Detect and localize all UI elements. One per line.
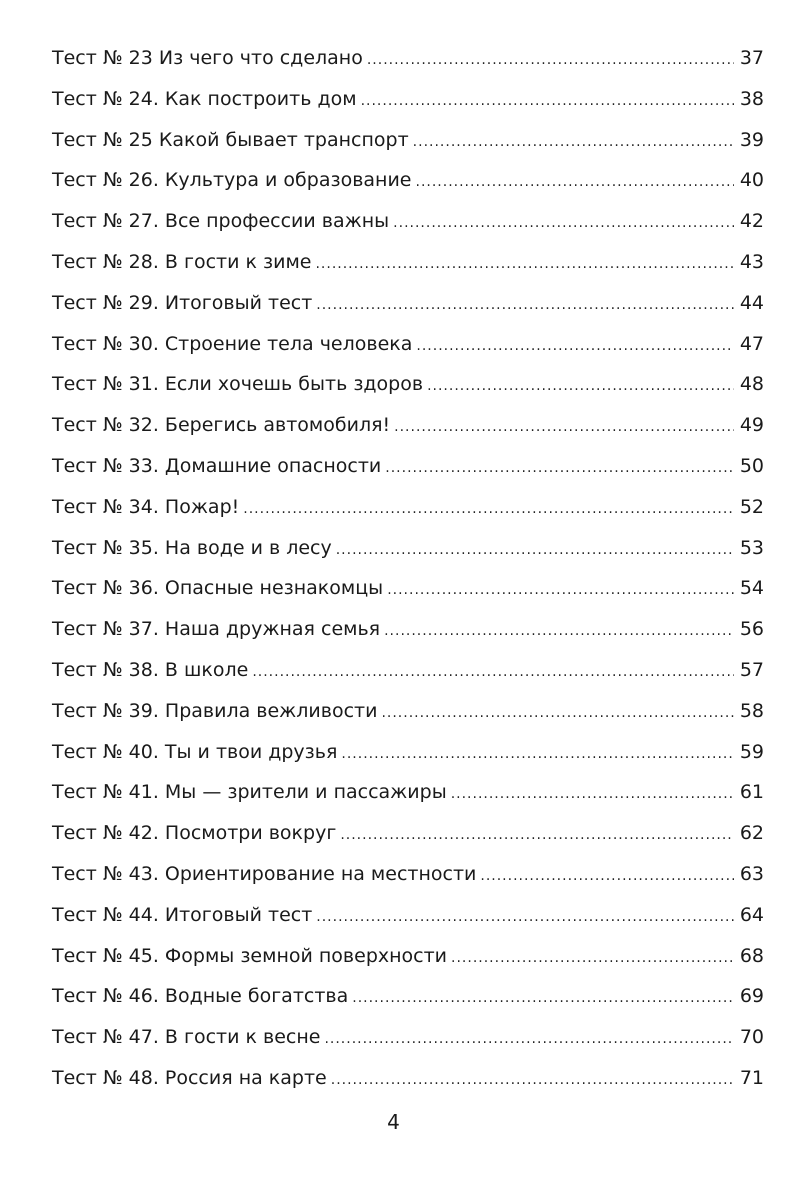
toc-entry (52, 772, 764, 813)
toc-dot-leader (384, 611, 734, 652)
toc-entry-title: Тест № 40. Ты и твои друзья (52, 740, 338, 763)
toc-entry-page: 58 (739, 699, 764, 722)
toc-dot-leader (336, 530, 734, 571)
toc-entry (52, 242, 764, 283)
toc-dot-leader (252, 652, 734, 693)
toc-dot-leader (341, 734, 733, 775)
toc-entry (52, 283, 764, 324)
toc-entry (52, 976, 764, 1017)
toc-dot-leader (385, 448, 734, 489)
toc-entry (52, 1017, 764, 1058)
toc-entry-title: Тест № 44. Итоговый тест (52, 903, 313, 926)
toc-entry-page: 69 (739, 985, 764, 1008)
toc-dot-leader (387, 570, 734, 611)
toc-entry-page: 47 (739, 332, 764, 355)
toc-entry (52, 854, 764, 895)
toc-entry-title: Тест № 32. Берегись автомобиля! (52, 414, 391, 437)
toc-entry-page: 39 (739, 128, 764, 151)
toc-entry (52, 1058, 764, 1099)
toc-entry-title: Тест № 37. Наша дружная семья (52, 618, 381, 641)
toc-dot-leader (480, 856, 733, 897)
toc-entry-title: Тест № 43. Ориентирование на местности (52, 862, 477, 885)
toc-entry-title: Тест № 31. Если хочешь быть здоров (52, 373, 424, 396)
toc-entry-page: 61 (739, 781, 764, 804)
toc-entry (52, 936, 764, 977)
toc-entry-title: Тест № 24. Как построить дом (52, 87, 357, 110)
toc-entry-page: 43 (739, 250, 764, 273)
toc-dot-leader (324, 1019, 733, 1060)
toc-entry-page: 57 (739, 658, 764, 681)
toc-dot-leader (243, 489, 734, 530)
toc-entry-page: 70 (739, 1026, 764, 1049)
toc-dot-leader (352, 978, 734, 1019)
toc-entry (52, 568, 764, 609)
toc-entry (52, 609, 764, 650)
toc-entry-page: 50 (739, 454, 764, 477)
toc-dot-leader (315, 244, 733, 285)
toc-entry-page: 56 (739, 618, 764, 641)
toc-entry-title: Тест № 29. Итоговый тест (52, 291, 313, 314)
toc-entry-page: 62 (739, 822, 764, 845)
toc-entry (52, 120, 764, 161)
toc-dot-leader (416, 326, 733, 367)
toc-entry-title: Тест № 30. Строение тела человека (52, 332, 413, 355)
toc-entry (52, 691, 764, 732)
toc-dot-leader (331, 1060, 734, 1101)
toc-entry-title: Тест № 35. На воде и в лесу (52, 536, 332, 559)
toc-entry-title: Тест № 48. Россия на карте (52, 1066, 327, 1089)
page-number: 4 (387, 1110, 400, 1134)
toc-entry (52, 160, 764, 201)
toc-entry-title: Тест № 38. В школе (52, 658, 249, 681)
toc-entry-title: Тест № 47. В гости к весне (52, 1026, 321, 1049)
toc-entry-page: 64 (739, 903, 764, 926)
toc-dot-leader (316, 285, 734, 326)
toc-dot-leader (413, 122, 734, 163)
toc-entry-title: Тест № 46. Водные богатства (52, 985, 349, 1008)
toc-dot-leader (394, 407, 734, 448)
toc-dot-leader (416, 162, 734, 203)
toc-entry (52, 364, 764, 405)
toc-entry (52, 38, 764, 79)
toc-entry-page: 44 (739, 291, 764, 314)
toc-entry-title: Тест № 28. В гости к зиме (52, 250, 312, 273)
toc-dot-leader (393, 203, 734, 244)
toc-entry-title: Тест № 25 Какой бывает транспорт (52, 128, 409, 151)
toc-entry (52, 650, 764, 691)
toc-entry (52, 732, 764, 773)
toc-entry-page: 40 (739, 169, 764, 192)
toc-entry-title: Тест № 34. Пожар! (52, 495, 240, 518)
toc-entry-page: 37 (739, 47, 764, 69)
toc-entry-page: 68 (739, 944, 764, 967)
toc-entry-title: Тест № 39. Правила вежливости (52, 699, 378, 722)
toc-entry (52, 201, 764, 242)
toc-entry (52, 487, 764, 528)
toc-entry-page: 59 (739, 740, 764, 763)
toc-entry (52, 895, 764, 936)
toc-entry-page: 71 (739, 1066, 764, 1089)
toc-entry (52, 446, 764, 487)
toc-entry-title: Тест № 23 Из чего что сделано (52, 47, 363, 69)
toc-dot-leader (316, 897, 734, 938)
toc-entry (52, 813, 764, 854)
toc-entry-title: Тест № 36. Опасные незнакомцы (52, 577, 384, 600)
toc-dot-leader (367, 40, 734, 81)
toc-dot-leader (451, 938, 734, 979)
toc-entry-page: 53 (739, 536, 764, 559)
toc-entry-title: Тест № 26. Культура и образование (52, 169, 412, 192)
toc-entry-page: 49 (739, 414, 764, 437)
toc-entry-page: 48 (739, 373, 764, 396)
toc-dot-leader (340, 815, 733, 856)
toc-entry-title: Тест № 27. Все профессии важны (52, 210, 390, 233)
toc-entry-title: Тест № 41. Мы — зрители и пассажиры (52, 781, 447, 804)
toc-entry (52, 79, 764, 120)
toc-dot-leader (381, 693, 733, 734)
table-of-contents (52, 38, 764, 1099)
toc-entry-title: Тест № 33. Домашние опасности (52, 454, 382, 477)
toc-entry (52, 405, 764, 446)
toc-entry-page: 63 (739, 862, 764, 885)
toc-entry-page: 42 (739, 210, 764, 233)
toc-entry-title: Тест № 45. Формы земной поверхности (52, 944, 448, 967)
toc-entry-page: 54 (739, 577, 764, 600)
toc-entry-page: 52 (739, 495, 764, 518)
toc-dot-leader (427, 366, 734, 407)
toc-entry (52, 324, 764, 365)
toc-entry-page: 38 (739, 87, 764, 110)
toc-entry (52, 528, 764, 569)
toc-dot-leader (451, 774, 734, 815)
toc-entry-title: Тест № 42. Посмотри вокруг (52, 822, 337, 845)
toc-dot-leader (361, 81, 734, 122)
